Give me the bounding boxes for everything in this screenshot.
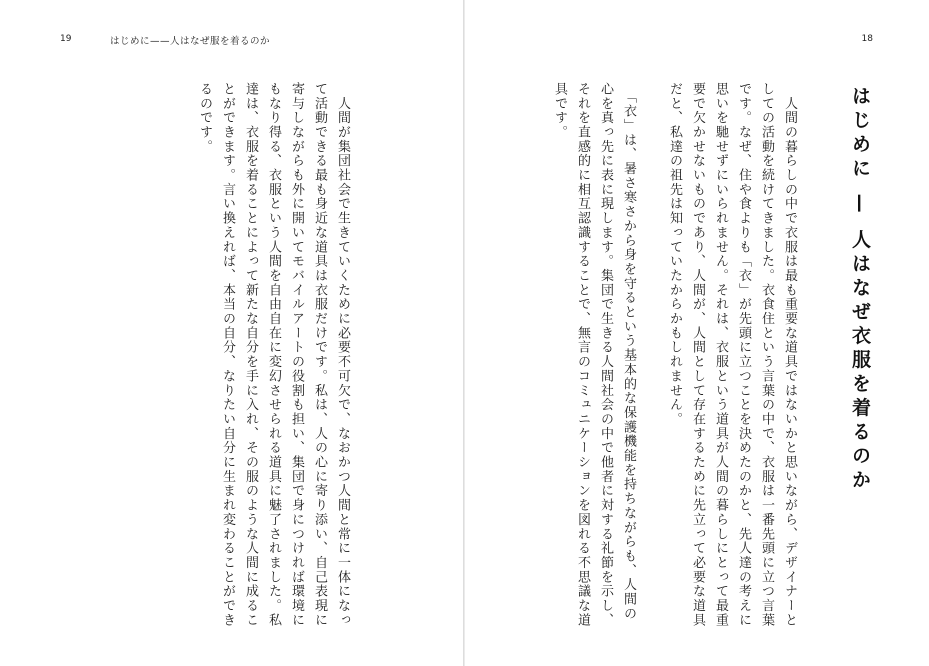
running-head: はじめに——人はなぜ服を着るのか (110, 36, 271, 47)
left-page (0, 0, 464, 666)
chapter-title: はじめに — 人はなぜ衣服を着るのか (849, 86, 871, 494)
page-number-left: 19 (60, 34, 72, 44)
right-body-text: 人間の暮らしの中で衣服は最も重要な道具ではないかと思いながら、デザイナーと しての活動を続けてきました。衣食住という言葉の中で、衣服は一番先頭に立つ言葉 です。なぜ、住や食よりも「衣」が先頭に立つことを決めたのかと、先人達の考えに 思いを馳せずにいられません。それは、衣服という道具が人間の暮らしにとって最重 要で欠かせないものであり、人間が、人間として存在するために先立って必要な道具 だと、私達の祖先は知っていたからかもしれません。 「衣」は、暑さ寒さから身を守るという基本的な保護機能を持ちながらも、人間の 心を真っ先に表に現します。集団で生きる人間社会の中で他者に対する礼節を示し、 それを直感的に相互認識することで、無言のコミュニケーションを図れる不思議な道 具です。 (552, 82, 797, 628)
page-number-right: 18 (861, 34, 873, 44)
right-page (465, 0, 929, 666)
left-body-text: 人間が集団社会で生きていくために必要不可欠で、なおかつ人間と常に一体になっ て活動できる最も身近な道具は衣服だけです。私は、人の心に寄り添い、自己表現に 寄与しながらも外に開いてモバイルアートの役割も担い、集団で身につければ環境に もなり得る、衣服という人間を自由自在に変幻させられる道具に魅了されました。私 達は、衣服を着ることによって新たな自分を手に入れ、その服のような人間に成るこ とができます。言い換えれば、本当の自分、なりたい自分に生まれ変わることができ るのです。 (197, 82, 350, 628)
